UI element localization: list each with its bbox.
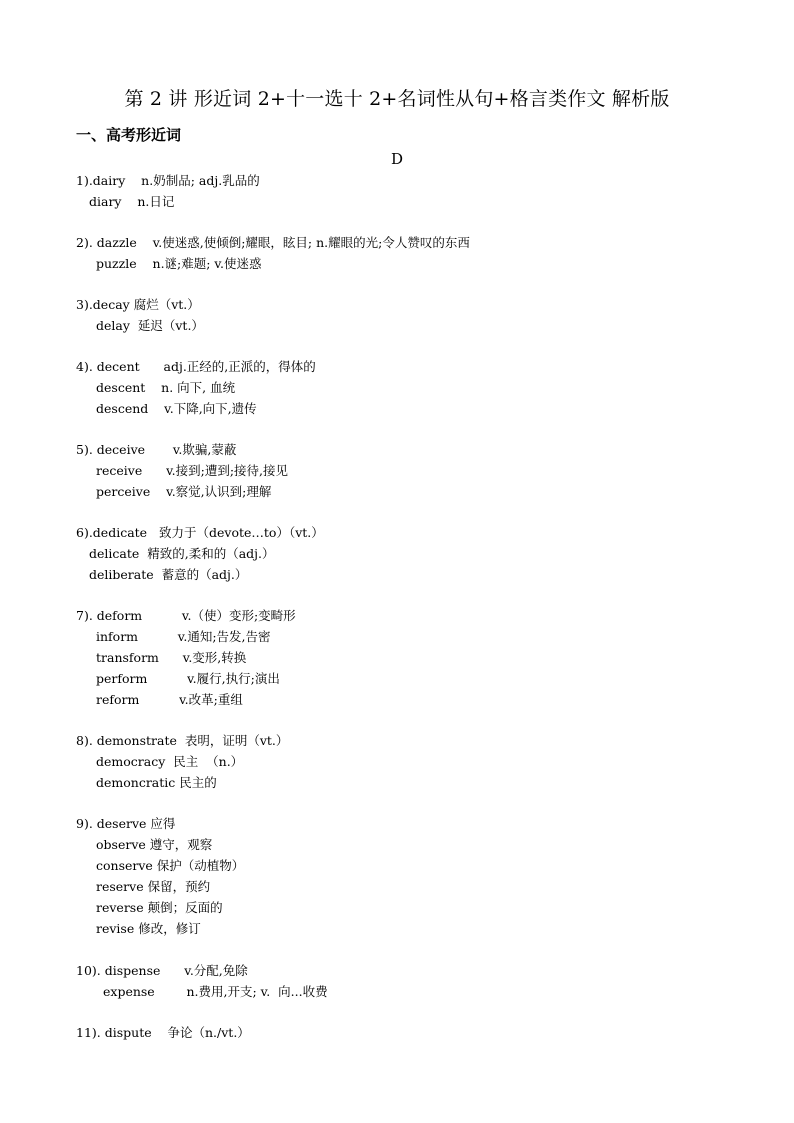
entry-line: conserve 保护（动植物）: [96, 858, 245, 873]
entry-line: observe 遵守，观察: [96, 837, 213, 852]
entry-line: reverse 颠倒；反面的: [96, 900, 223, 915]
entry-line: demoncratic 民主的: [96, 775, 217, 790]
entry-line: descend v.下降,向下,遗传: [96, 401, 257, 416]
entry-line: 9). deserve 应得: [76, 816, 176, 831]
entry-line: deliberate 蓄意的（adj.）: [89, 567, 248, 582]
entry-line: delay 延迟（vt.）: [96, 318, 204, 333]
entry-line: perceive v.察觉,认识到;理解: [96, 484, 272, 499]
entry-line: reserve 保留，预约: [96, 879, 211, 894]
entry-line: diary n.日记: [89, 194, 175, 209]
entry-line: 10). dispense v.分配,免除: [76, 963, 248, 978]
section-heading: 一、高考形近词: [76, 126, 182, 144]
entry-line: 8). demonstrate 表明，证明（vt.）: [76, 733, 289, 748]
entry-line: descent n. 向下, 血统: [96, 380, 236, 395]
entry-line: 11). dispute 争论（n./vt.）: [76, 1025, 250, 1040]
entry-line: 5). deceive v.欺骗,蒙蔽: [76, 442, 237, 457]
page-title: 第 2 讲 形近词 2+十一选十 2+名词性从句+格言类作文 解析版: [124, 88, 670, 110]
entry-line: perform v.履行,执行;演出: [96, 671, 280, 686]
entry-line: inform v.通知;告发,告密: [96, 629, 271, 644]
entry-line: receive v.接到;遭到;接待,接见: [96, 463, 289, 478]
entry-line: revise 修改，修订: [96, 921, 201, 936]
entry-line: 3).decay 腐烂（vt.）: [76, 297, 200, 312]
entry-line: 7). deform v.（使）变形;变畸形: [76, 608, 296, 623]
entry-line: transform v.变形,转换: [96, 650, 247, 665]
entry-line: 4). decent adj.正经的,正派的，得体的: [76, 359, 316, 374]
entry-line: 1).dairy n.奶制品; adj.乳品的: [76, 173, 260, 188]
entry-line: democracy 民主 （n.）: [96, 754, 244, 769]
entry-line: reform v.改革;重组: [96, 692, 243, 707]
entry-line: delicate 精致的,柔和的（adj.）: [89, 546, 275, 561]
entry-line: 6).dedicate 致力于（devote…to）（vt.）: [76, 525, 324, 540]
entry-line: 2). dazzle v.使迷惑,使倾倒;耀眼，眩目; n.耀眼的光;令人赞叹的东西: [76, 235, 470, 250]
entry-line: puzzle n.谜;难题; v.使迷惑: [96, 256, 262, 271]
entry-line: expense n.费用,开支; v. 向...收费: [103, 984, 328, 999]
letter-heading: D: [390, 150, 404, 168]
